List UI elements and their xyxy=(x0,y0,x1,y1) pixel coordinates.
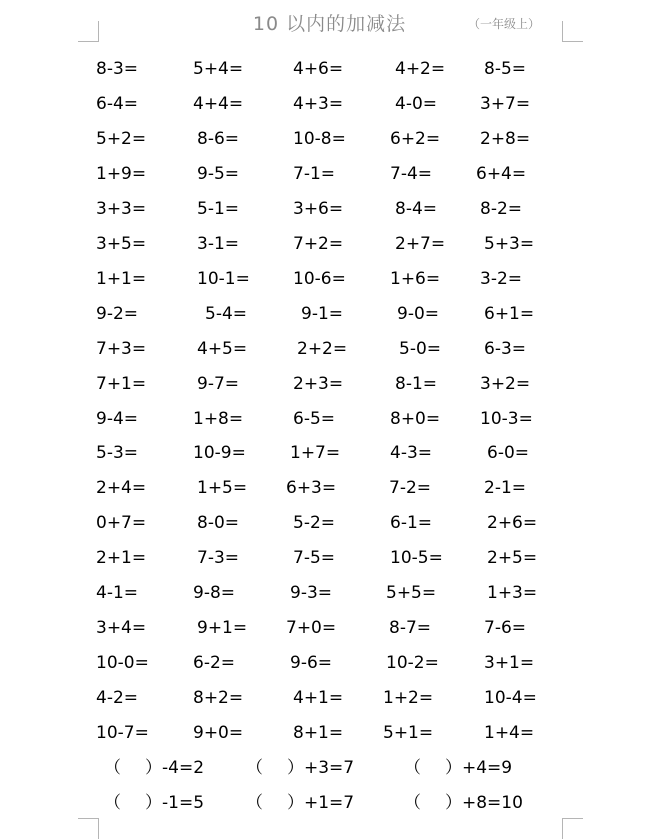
equation-r20-c3: 8+1= xyxy=(293,723,344,744)
equation-r18-c1: 10-0= xyxy=(96,653,149,674)
equation-r17-c1: 3+4= xyxy=(96,618,147,639)
equation-r12-c3: 1+7= xyxy=(290,443,341,464)
equation-rest: +4=9 xyxy=(462,758,513,778)
close-paren: ） xyxy=(445,793,462,813)
close-paren: ） xyxy=(145,793,162,813)
equation-r4-c3: 7-1= xyxy=(293,163,336,184)
equation-r10-c3: 2+3= xyxy=(293,373,344,394)
equation-r18-c4: 10-2= xyxy=(386,653,439,674)
equation-r19-c5: 10-4= xyxy=(484,688,537,709)
equation-r1-c3: 4+6= xyxy=(293,59,344,79)
equation-r17-c3: 7+0= xyxy=(286,618,337,639)
equation-r1-c2: 5+4= xyxy=(193,59,244,79)
equation-r19-c1: 4-2= xyxy=(96,688,139,709)
equation-r18-c5: 3+1= xyxy=(484,653,535,674)
open-paren: （ xyxy=(246,793,263,813)
open-paren: （ xyxy=(404,793,421,813)
equation-r10-c4: 8-1= xyxy=(395,373,438,394)
equation-r7-c5: 3-2= xyxy=(480,268,523,289)
equation-r2-c2: 4+4= xyxy=(193,93,244,114)
equation-r9-c4: 5-0= xyxy=(399,338,442,359)
fill-blank-equation-r2-c1 xyxy=(104,793,204,813)
equation-rest: -4=2 xyxy=(162,758,205,778)
equation-r2-c3: 4+3= xyxy=(293,93,344,114)
equation-r8-c2: 5-4= xyxy=(205,303,248,324)
equation-r16-c4: 5+5= xyxy=(386,583,437,604)
equation-r17-c2: 9+1= xyxy=(197,618,248,639)
equation-r16-c5: 1+3= xyxy=(487,583,538,604)
equation-r20-c1: 10-7= xyxy=(96,723,149,744)
equation-rest: +3=7 xyxy=(304,758,355,778)
page-subtitle: （一年级上） xyxy=(468,17,541,31)
equation-r6-c3: 7+2= xyxy=(293,233,344,254)
equation-r3-c1: 5+2= xyxy=(96,128,147,149)
equation-r19-c2: 8+2= xyxy=(193,688,244,709)
equation-r11-c1: 9-4= xyxy=(96,408,139,429)
equation-r8-c1: 9-2= xyxy=(96,303,139,324)
equation-r2-c4: 4-0= xyxy=(395,93,438,114)
fill-blank-equation-r1-c2 xyxy=(246,758,354,778)
equation-r1-c5: 8-5= xyxy=(484,59,527,79)
equation-r15-c1: 2+1= xyxy=(96,548,147,569)
equation-r1-c4: 4+2= xyxy=(395,59,446,79)
equation-r12-c4: 4-3= xyxy=(390,443,433,464)
equation-r12-c2: 10-9= xyxy=(193,443,246,464)
equation-r14-c1: 0+7= xyxy=(96,513,147,534)
equation-r19-c4: 1+2= xyxy=(383,688,434,709)
close-paren: ） xyxy=(287,793,304,813)
equation-r20-c2: 9+0= xyxy=(193,723,244,744)
equation-r13-c1: 2+4= xyxy=(96,478,147,499)
equation-r17-c4: 8-7= xyxy=(389,618,432,639)
equation-r7-c4: 1+6= xyxy=(390,268,441,289)
equation-r4-c4: 7-4= xyxy=(390,163,433,184)
equation-r14-c2: 8-0= xyxy=(197,513,240,534)
equation-rest: +1=7 xyxy=(304,793,355,813)
equation-r5-c4: 8-4= xyxy=(395,198,438,219)
equation-r6-c5: 5+3= xyxy=(484,233,535,254)
equation-r15-c3: 7-5= xyxy=(293,548,336,569)
equation-r16-c2: 9-8= xyxy=(193,583,236,604)
equation-r12-c5: 6-0= xyxy=(487,443,530,464)
equation-r11-c5: 10-3= xyxy=(480,408,533,429)
equation-r11-c2: 1+8= xyxy=(193,408,244,429)
equation-r3-c3: 10-8= xyxy=(293,128,346,149)
equation-r9-c5: 6-3= xyxy=(484,338,527,359)
equation-rest: -1=5 xyxy=(162,793,205,813)
equation-r8-c4: 9-0= xyxy=(397,303,440,324)
open-paren: （ xyxy=(246,758,263,778)
equation-r10-c2: 9-7= xyxy=(197,373,240,394)
equation-r13-c3: 6+3= xyxy=(286,478,337,499)
equation-r16-c3: 9-3= xyxy=(290,583,333,604)
equation-r18-c3: 9-6= xyxy=(290,653,333,674)
equation-r2-c5: 3+7= xyxy=(480,93,531,114)
fill-blank-equation-r1-c3 xyxy=(404,758,512,778)
equation-r7-c2: 10-1= xyxy=(197,268,250,289)
equation-r10-c5: 3+2= xyxy=(480,373,531,394)
equation-r3-c5: 2+8= xyxy=(480,128,531,149)
equation-r2-c1: 6-4= xyxy=(96,93,139,114)
equation-r5-c3: 3+6= xyxy=(293,198,344,219)
equation-r5-c2: 5-1= xyxy=(197,198,240,219)
equation-rest: +8=10 xyxy=(462,793,523,813)
equation-r4-c2: 9-5= xyxy=(197,163,240,184)
equation-r15-c2: 7-3= xyxy=(197,548,240,569)
fill-blank-equation-r1-c1 xyxy=(104,758,204,778)
close-paren: ） xyxy=(287,758,304,778)
equation-r14-c5: 2+6= xyxy=(487,513,538,534)
equation-r13-c4: 7-2= xyxy=(389,478,432,499)
equation-r16-c1: 4-1= xyxy=(96,583,139,604)
equation-r5-c5: 8-2= xyxy=(480,198,523,219)
equation-r5-c1: 3+3= xyxy=(96,198,147,219)
equation-r1-c1: 8-3= xyxy=(96,59,139,79)
open-paren: （ xyxy=(104,793,121,813)
equation-r19-c3: 4+1= xyxy=(293,688,344,709)
equation-r10-c1: 7+1= xyxy=(96,373,147,394)
crop-mark-bottom-right xyxy=(562,818,583,839)
equation-r7-c1: 1+1= xyxy=(96,268,147,289)
equation-r8-c5: 6+1= xyxy=(484,303,535,324)
equation-r15-c4: 10-5= xyxy=(390,548,443,569)
equation-r3-c4: 6+2= xyxy=(390,128,441,149)
equation-r13-c5: 2-1= xyxy=(484,478,527,499)
equation-r3-c2: 8-6= xyxy=(197,128,240,149)
close-paren: ） xyxy=(445,758,462,778)
open-paren: （ xyxy=(104,758,121,778)
equation-r4-c5: 6+4= xyxy=(476,163,527,184)
equation-r14-c4: 6-1= xyxy=(390,513,433,534)
equation-r11-c3: 6-5= xyxy=(293,408,336,429)
equation-r6-c4: 2+7= xyxy=(395,233,446,254)
close-paren: ） xyxy=(145,758,162,778)
equation-r18-c2: 6-2= xyxy=(193,653,236,674)
equation-r14-c3: 5-2= xyxy=(293,513,336,534)
page-title: 10 以内的加减法 xyxy=(252,13,407,35)
equation-r9-c1: 7+3= xyxy=(96,338,147,359)
equation-r7-c3: 10-6= xyxy=(293,268,346,289)
equation-r11-c4: 8+0= xyxy=(390,408,441,429)
equation-r20-c4: 5+1= xyxy=(383,723,434,744)
equation-r8-c3: 9-1= xyxy=(301,303,344,324)
equation-r20-c5: 1+4= xyxy=(484,723,535,744)
equation-r9-c2: 4+5= xyxy=(197,338,248,359)
equation-r6-c1: 3+5= xyxy=(96,233,147,254)
equation-r12-c1: 5-3= xyxy=(96,443,139,464)
equation-r17-c5: 7-6= xyxy=(484,618,527,639)
equation-r15-c5: 2+5= xyxy=(487,548,538,569)
equation-r6-c2: 3-1= xyxy=(197,233,240,254)
fill-blank-equation-r2-c3 xyxy=(404,793,523,813)
equation-r13-c2: 1+5= xyxy=(197,478,248,499)
crop-mark-bottom-left xyxy=(78,818,99,839)
equation-r4-c1: 1+9= xyxy=(96,163,147,184)
fill-blank-equation-r2-c2 xyxy=(246,793,354,813)
open-paren: （ xyxy=(404,758,421,778)
equation-r9-c3: 2+2= xyxy=(297,338,348,359)
